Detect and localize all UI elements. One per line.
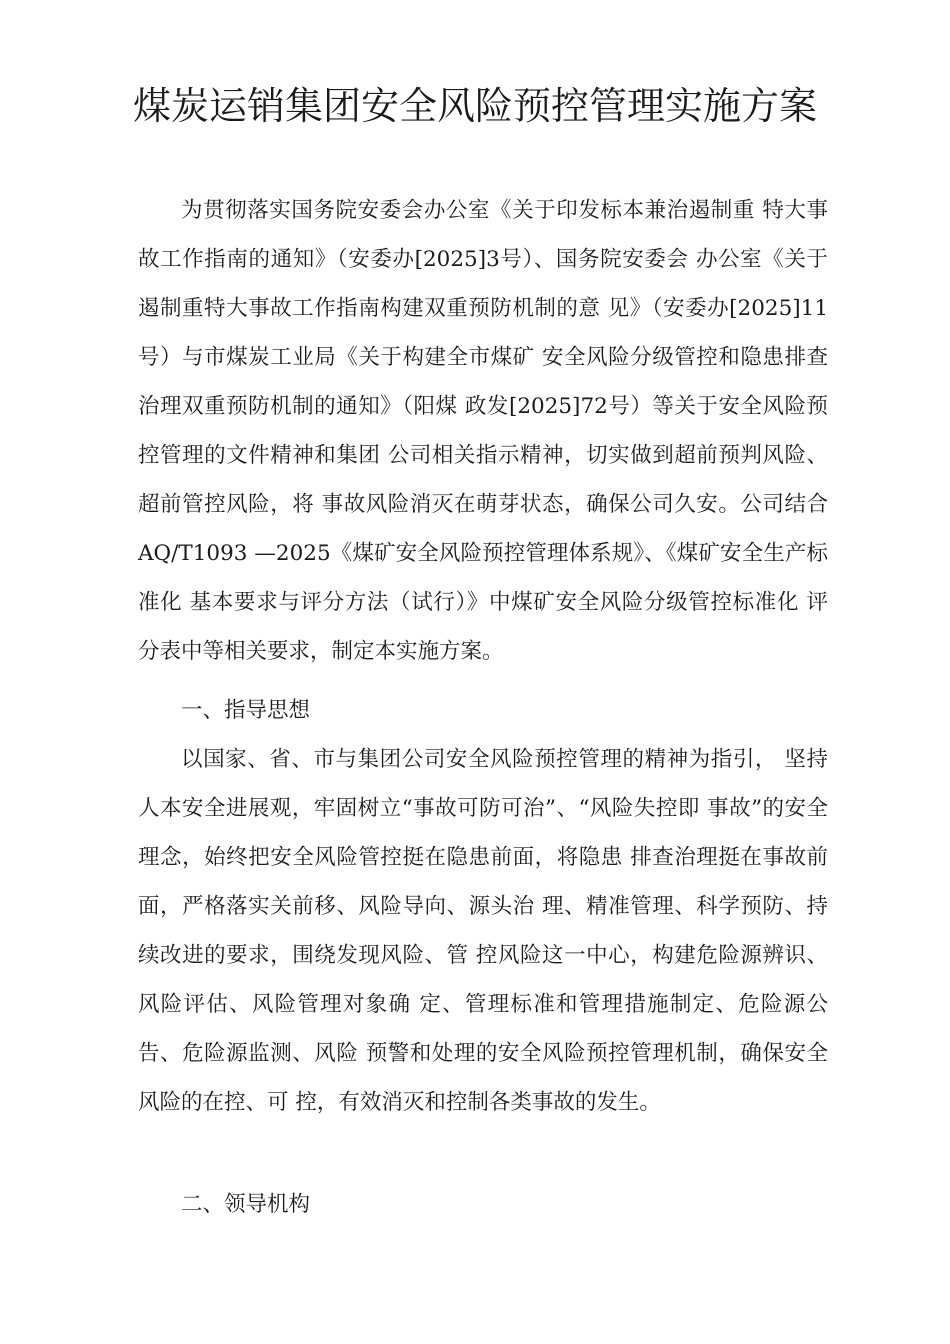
intro-section	[138, 186, 828, 676]
section-heading-leadership: 二、领导机构	[181, 1192, 311, 1217]
section-1-body	[138, 735, 828, 1127]
document-title: 煤炭运销集团安全风险预控管理实施方案	[132, 84, 817, 128]
section-1	[138, 686, 828, 735]
section-2	[138, 1180, 828, 1229]
intro-paragraph: 为贯彻落实国务院安委会办公室《关于印发标本兼治遏制重 特大事故工作指南的通知》（安委办[2025]3号）、国务院安委会 办公室《关于遏制重特大事故工作指南构建双重预防机制的意 见》（安委办[2025]11号）与市煤炭工业局《关于构建全市煤矿 安全风险分级管控和隐患排查治理双重预防机制的通知》（阳煤 政发[2025]72号）等关于安全风险预控管理的文件精神和集团 公司相关指示精神，切实做到超前预判风险、超前管控风险，将 事故风险消灭在萌芽状态，确保公司久安。公司结合AQ/T1093 —2025《煤矿安全风险预控管理体系规》、《煤矿安全生产标准化 基本要求与评分方法（试行）》中煤矿安全风险分级管控标准化 评分表中等相关要求，制定本实施方案。	[138, 198, 828, 664]
guiding-ideology-paragraph: 以国家、省、市与集团公司安全风险预控管理的精神为指引， 坚持人本安全进展观，牢固树立“事故可防可治”、“风险失控即 事故”的安全理念，始终把安全风险管控挺在隐患前面，将隐患 排查治理挺在事故前面，严格落实关前移、风险导向、源头治 理、精准管理、科学预防、持续改进的要求，围绕发现风险、管 控风险这一中心，构建危险源辨识、风险评估、风险管理对象确 定、管理标准和管理措施制定、危险源公告、危险源监测、风险 预警和处理的安全风险预控管理机制，确保安全风险的在控、可 控，有效消灭和控制各类事故的发生。	[138, 747, 828, 1115]
section-heading-guiding-ideology: 一、指导思想	[181, 698, 311, 723]
